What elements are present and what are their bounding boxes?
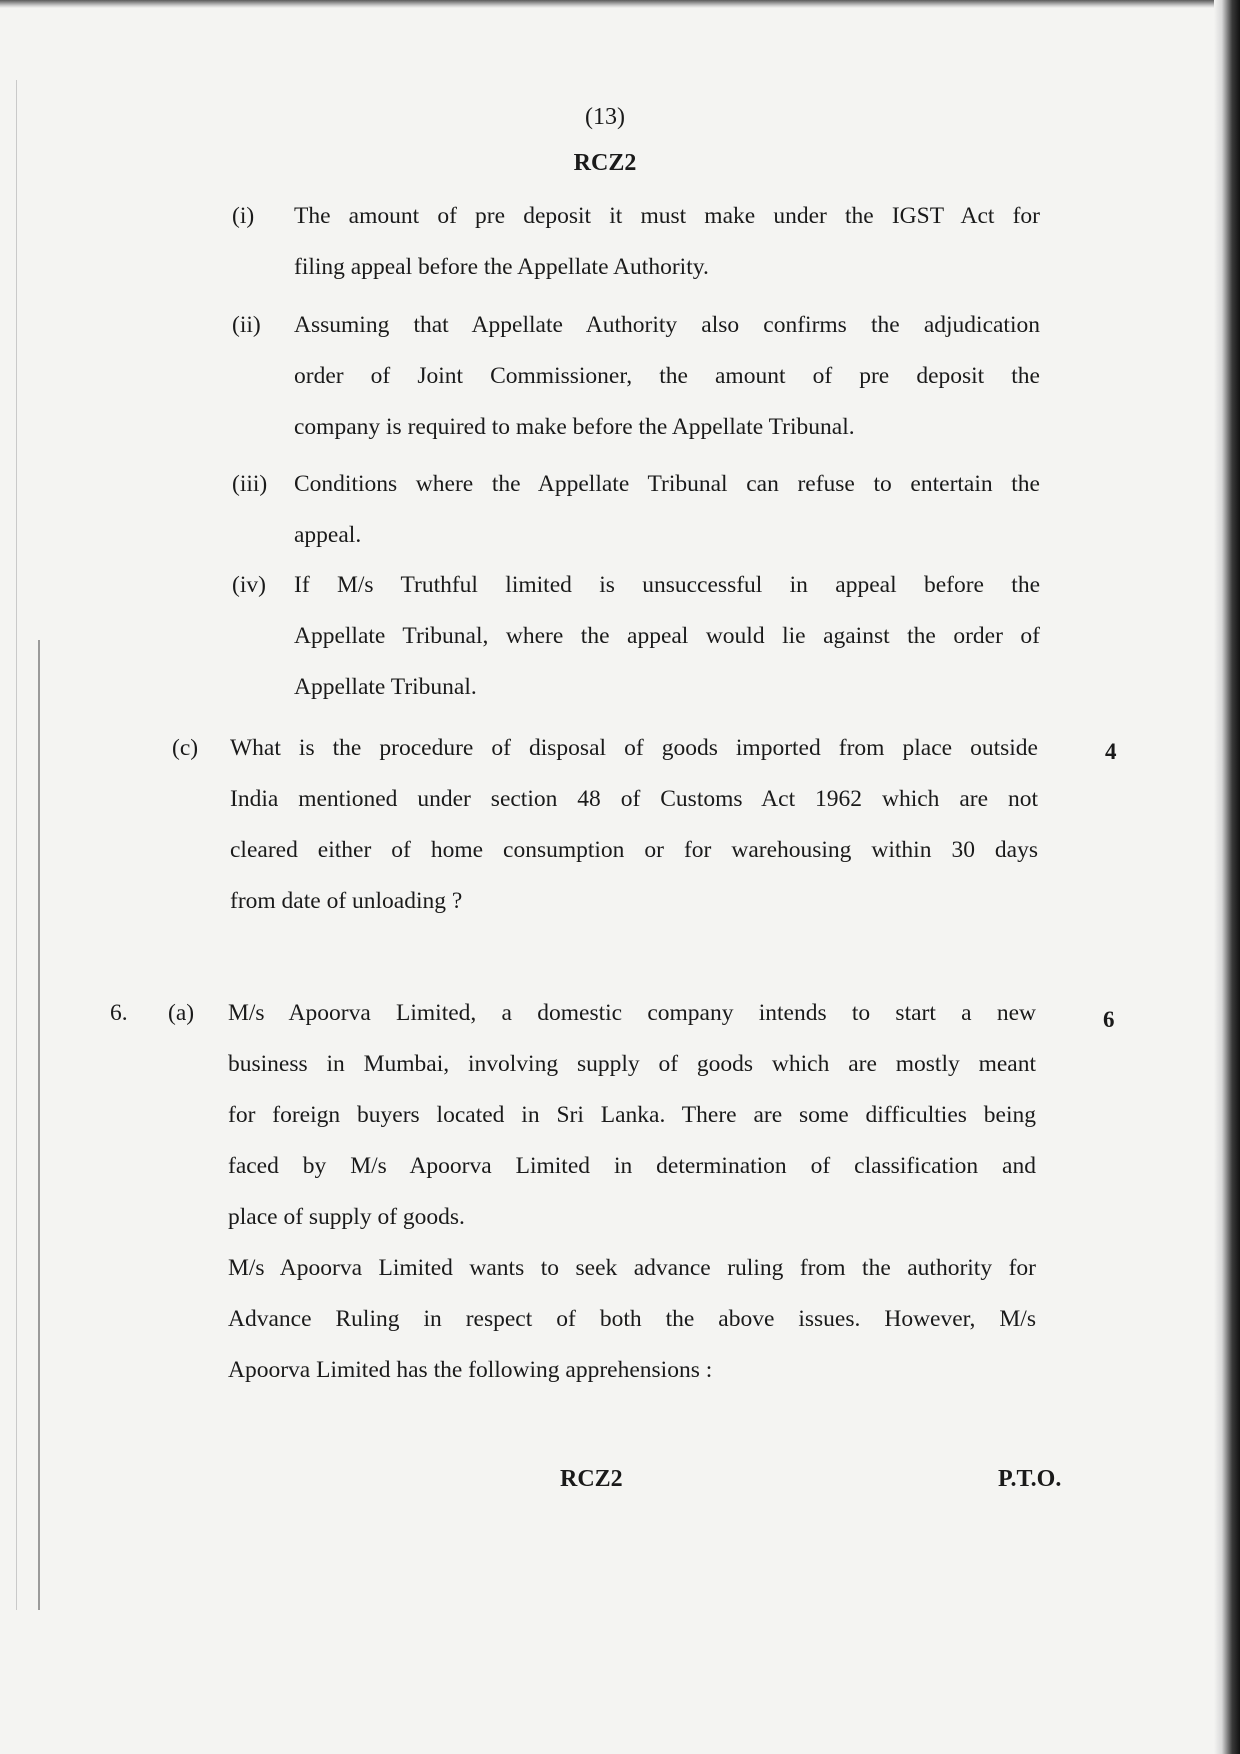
scan-edge-right <box>1214 0 1240 1754</box>
sub-item-label: (ii) <box>232 312 261 338</box>
text-line: Advance Ruling in respect of both the above issues. However, M/s <box>228 1306 1036 1332</box>
text-line: Assuming that Appellate Authority also confirms the adjudication <box>294 312 1040 338</box>
text-line: If M/s Truthful limited is unsuccessful in appeal before the <box>294 572 1040 598</box>
text-line: cleared either of home consumption or for warehousing within 30 days <box>230 837 1038 863</box>
text-line: Appellate Tribunal, where the appeal would lie against the order of <box>294 623 1040 649</box>
text-line: M/s Apoorva Limited, a domestic company intends to start a new <box>228 1000 1036 1026</box>
text-line: Apoorva Limited has the following apprehensions : <box>228 1357 713 1383</box>
text-line: M/s Apoorva Limited wants to seek advance ruling from the authority for <box>228 1255 1036 1281</box>
text-line: What is the procedure of disposal of goods imported from place outside <box>230 735 1038 761</box>
text-line: faced by M/s Apoorva Limited in determination of classification and <box>228 1153 1036 1179</box>
text-line: from date of unloading ? <box>230 888 463 914</box>
sub-item-i <box>232 191 1040 293</box>
text-line: business in Mumbai, involving supply of goods which are mostly meant <box>228 1051 1036 1077</box>
text-line: place of supply of goods. <box>228 1204 465 1230</box>
text-line: Conditions where the Appellate Tribunal can refuse to entertain the <box>294 471 1040 497</box>
text-line: appeal. <box>294 522 362 548</box>
paper-code-header: RCZ2 <box>573 150 637 176</box>
sub-item-label: (iv) <box>232 572 266 598</box>
question-6 <box>110 988 1036 1396</box>
sub-item-iii <box>232 459 1040 561</box>
text-line: filing appeal before the Appellate Authority. <box>294 254 709 280</box>
text-line: India mentioned under section 48 of Customs Act 1962 which are not <box>230 786 1038 812</box>
footer-pto: P.T.O. <box>998 1466 1062 1492</box>
scan-edge-left <box>38 640 40 1610</box>
scan-edge-top <box>0 0 1240 8</box>
sub-item-label: (iii) <box>232 471 268 497</box>
scan-edge-left-faint <box>16 80 17 1610</box>
question-6-marks: 6 <box>1103 1007 1115 1032</box>
part-c-marks: 4 <box>1105 739 1117 764</box>
text-line: company is required to make before the Appellate Tribunal. <box>294 414 855 440</box>
question-6-part-label: (a) <box>168 1000 195 1026</box>
text-line: order of Joint Commissioner, the amount of pre deposit the <box>294 363 1040 389</box>
sub-item-iv <box>232 560 1040 713</box>
sub-item-ii <box>232 300 1040 453</box>
question-number: 6. <box>110 1000 128 1026</box>
footer-paper-code: RCZ2 <box>560 1466 623 1492</box>
part-c-label: (c) <box>172 735 199 761</box>
sub-item-label: (i) <box>232 203 255 229</box>
part-c <box>172 723 1038 927</box>
text-line: for foreign buyers located in Sri Lanka. There are some difficulties being <box>228 1102 1036 1128</box>
page-number: (13) <box>585 104 625 130</box>
text-line: Appellate Tribunal. <box>294 674 477 700</box>
text-line: The amount of pre deposit it must make under the IGST Act for <box>294 203 1040 229</box>
